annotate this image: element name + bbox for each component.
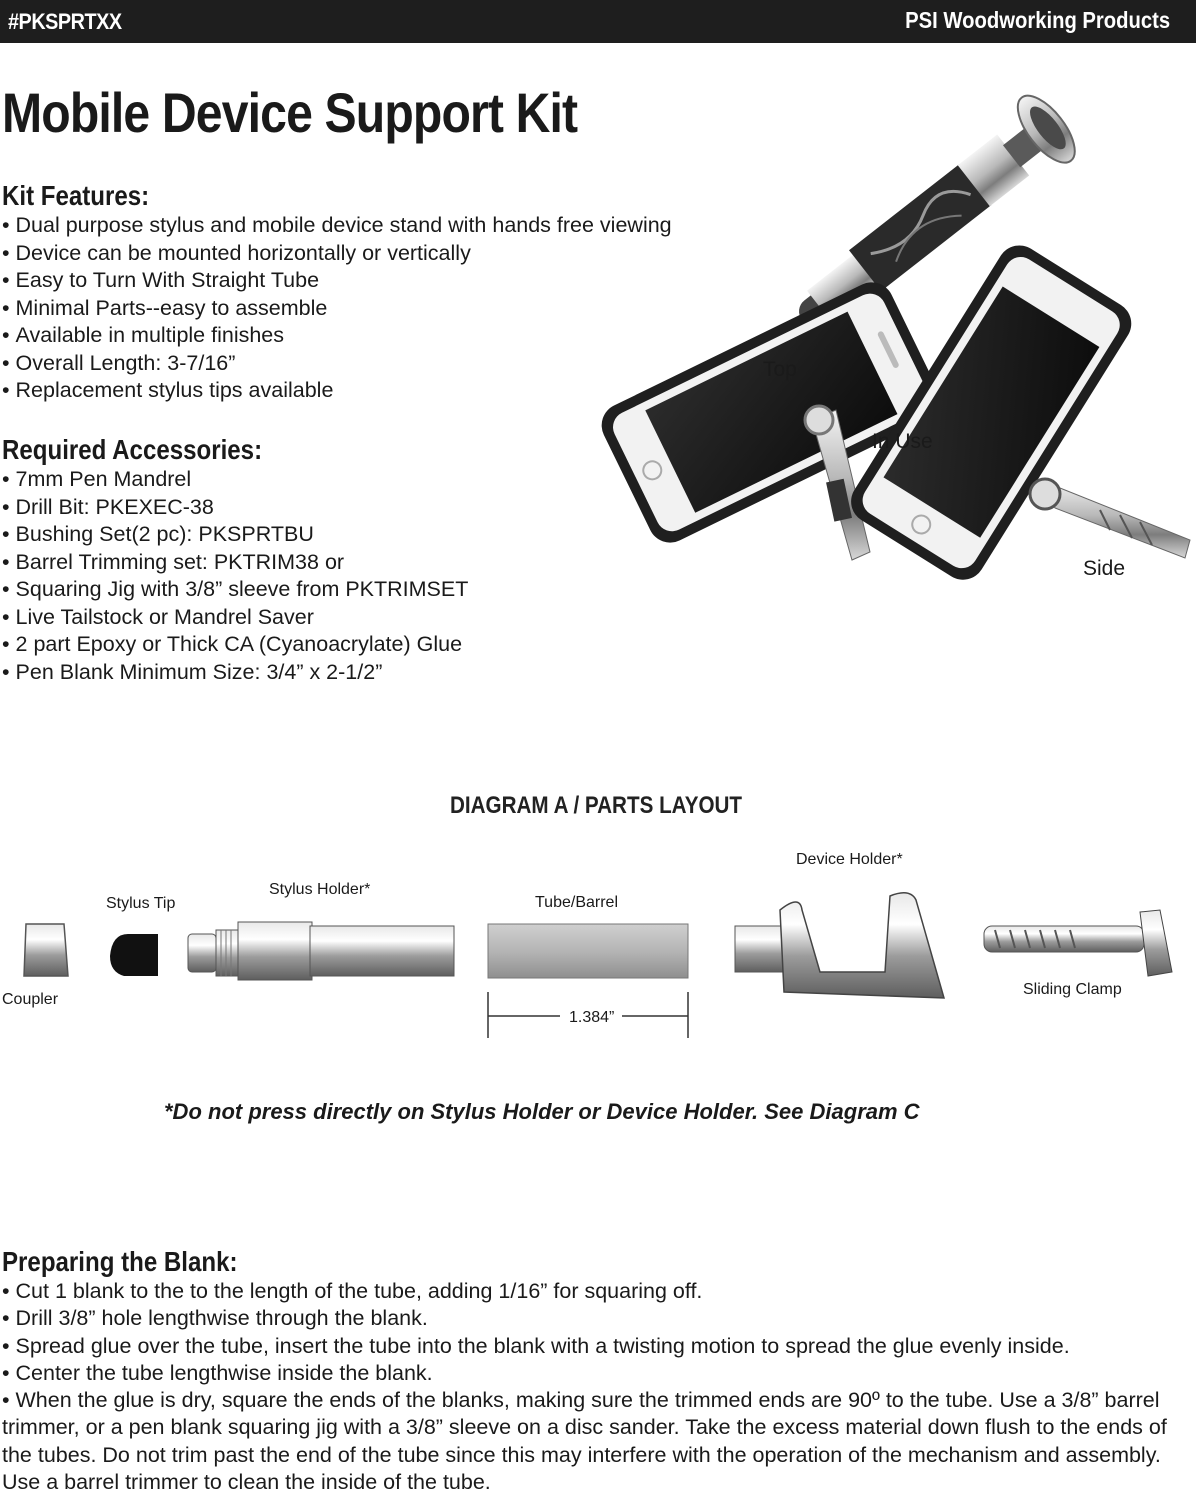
list-item: • 2 part Epoxy or Thick CA (Cyanoacrylate) Glue: [2, 631, 468, 659]
device-holder-label: Device Holder*: [796, 851, 903, 868]
list-item: • Pen Blank Minimum Size: 3/4” x 2-1/2”: [2, 659, 468, 687]
list-item: • Barrel Trimming set: PKTRIM38 or: [2, 549, 468, 577]
list-item: • Cut 1 blank to the to the length of the tube, adding 1/16” for squaring off.: [2, 1278, 1196, 1305]
stylus-tip-part: [110, 934, 158, 976]
photo-label-in-use: In Use: [872, 430, 933, 453]
list-item: • Bushing Set(2 pc): PKSPRTBU: [2, 521, 468, 549]
stylus-holder-label: Stylus Holder*: [269, 881, 371, 898]
list-item: • Available in multiple finishes: [2, 322, 672, 350]
preparing-heading: Preparing the Blank:: [2, 1246, 238, 1277]
coupler-part: [24, 924, 68, 976]
list-item: • Live Tailstock or Mandrel Saver: [2, 604, 468, 632]
list-item: • Overall Length: 3-7/16”: [2, 350, 672, 378]
stylus-tip-label: Stylus Tip: [106, 895, 176, 912]
list-item: • Minimal Parts--easy to assemble: [2, 295, 672, 323]
list-item: • Device can be mounted horizontally or vertically: [2, 240, 672, 268]
list-item: • Drill Bit: PKEXEC-38: [2, 494, 468, 522]
stylus-holder-part: [188, 922, 454, 980]
product-photo: [540, 90, 1196, 610]
list-item: • When the glue is dry, square the ends of the blanks, making sure the trimmed ends are 90º to the tube. Use a 3/8” barrel trimmer, or a pen blank squaring jig with a 3/8” sleeve on a disc sander. Take the excess material down flush to the ends of the tubes. Do not trim past the end of the tube since this may interfere with the operation of the mechanism and assembly. Use a barrel trimmer to clean the inside of the tube.: [2, 1387, 1196, 1496]
list-item: • 7mm Pen Mandrel: [2, 466, 468, 494]
header-bar: [0, 0, 1196, 43]
accessories-list: [2, 466, 468, 686]
list-item: • Dual purpose stylus and mobile device stand with hands free viewing: [2, 212, 672, 240]
list-item: • Easy to Turn With Straight Tube: [2, 267, 672, 295]
page-title: Mobile Device Support Kit: [2, 81, 578, 144]
sliding-clamp-part: [984, 910, 1172, 976]
photo-label-side: Side: [1083, 557, 1126, 580]
list-item: • Spread glue over the tube, insert the tube into the blank with a twisting motion to spread the glue evenly inside.: [2, 1333, 1196, 1360]
list-item: • Squaring Jig with 3/8” sleeve from PKTRIMSET: [2, 576, 468, 604]
stand-right-photo: [1030, 479, 1190, 558]
diagram-title: DIAGRAM A / PARTS LAYOUT: [450, 792, 743, 819]
warning-note: *Do not press directly on Stylus Holder or Device Holder. See Diagram C: [164, 1099, 920, 1124]
brand-name: PSI Woodworking Products: [904, 7, 1170, 33]
kit-features-heading: Kit Features:: [2, 180, 150, 211]
preparing-list: [2, 1278, 1196, 1496]
tube-barrel-part: [488, 924, 688, 978]
list-item: • Center the tube lengthwise inside the blank.: [2, 1360, 1196, 1387]
sliding-clamp-label: Sliding Clamp: [1023, 981, 1122, 998]
product-code: #PKSPRTXX: [8, 9, 122, 34]
list-item: • Replacement stylus tips available: [2, 377, 672, 405]
list-item: • Drill 3/8” hole lengthwise through the blank.: [2, 1305, 1196, 1332]
device-holder-part: [735, 893, 944, 998]
accessories-heading: Required Accessories:: [2, 434, 263, 465]
tube-barrel-label: Tube/Barrel: [535, 894, 618, 911]
dimension-label: 1.384”: [569, 1009, 615, 1026]
photo-label-top: Top: [763, 358, 797, 381]
coupler-label: Coupler: [2, 991, 59, 1008]
